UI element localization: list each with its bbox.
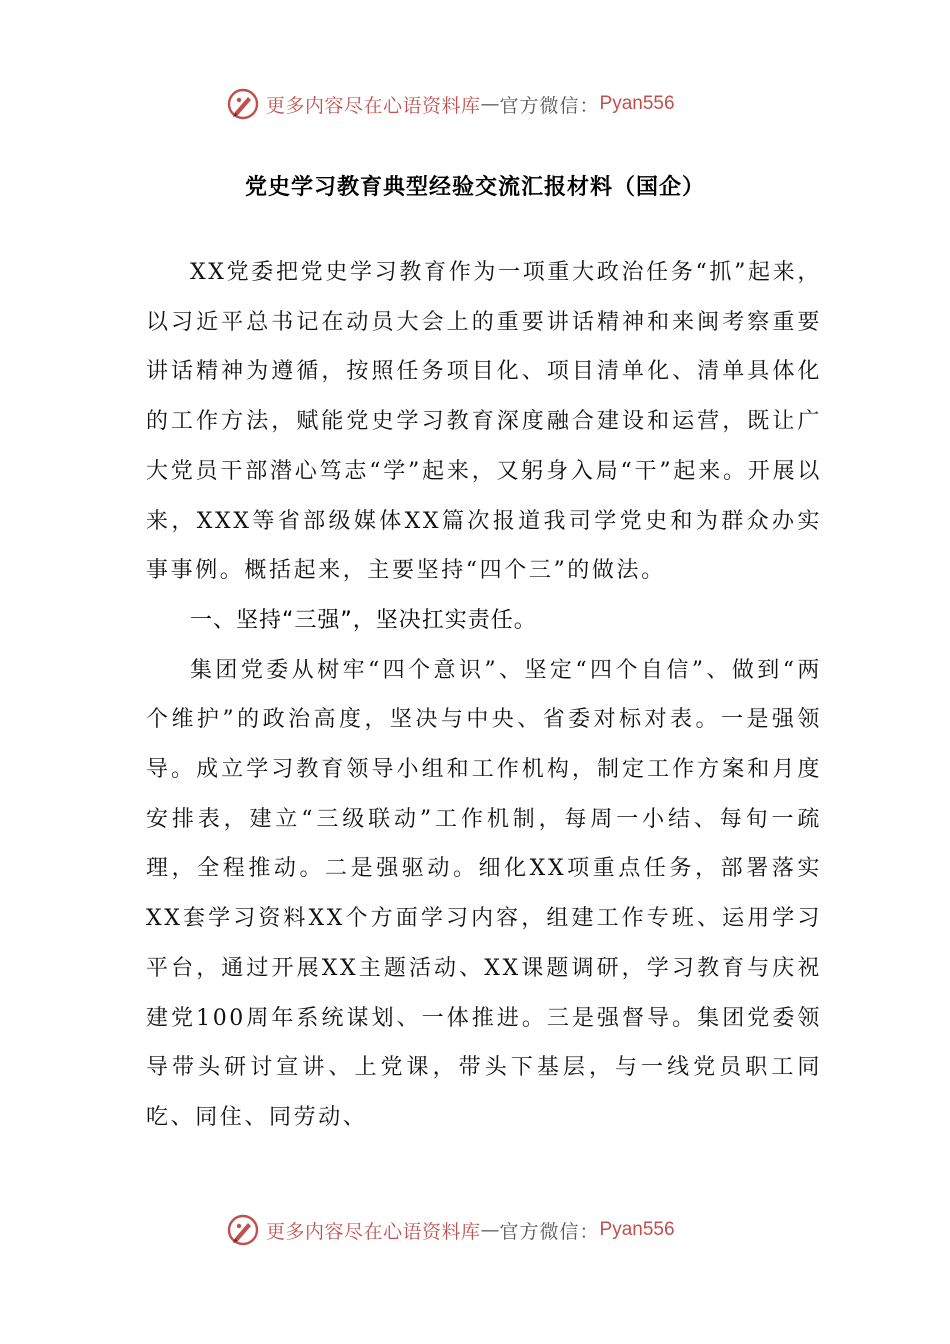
watermark-dash: — [480, 93, 500, 115]
watermark-label: 官方微信： [499, 1220, 600, 1243]
watermark-id: Pyan556 [599, 93, 675, 114]
watermark-footer [226, 1210, 675, 1250]
document-title: 党史学习教育典型经验交流汇报材料（国企） [244, 175, 705, 200]
watermark-label: 官方微信： [499, 94, 600, 117]
pen-logo-icon [226, 87, 260, 121]
paragraph-intro: XX党委把党史学习教育作为一项重大政治任务“抓”起来，以习近平总书记在动员大会上的重要讲话精神和来闽考察重要讲话精神为遵循，按照任务项目化、项目清单化、清单具体化的工作方法，赋能党史学习教育深度融合建设和运营，既让广大党员干部潜心笃志“学”起来，又躬身入局“干”起来。开展以来，XXX等省部级媒体XX篇次报道我司学党史和为群众办实事事例。概括起来，主要坚持“四个三”的做法。 [146, 260, 822, 584]
pen-logo-icon [226, 1213, 260, 1247]
watermark-header [226, 84, 675, 124]
watermark-id: Pyan556 [599, 1219, 675, 1240]
watermark-dash: — [480, 1219, 500, 1241]
watermark-text: 更多内容尽在心语资料库 [266, 94, 481, 117]
paragraph-section-1: 集团党委从树牢“四个意识”、坚定“四个自信”、做到“两个维护”的政治高度，坚决与中央、省委对标对表。一是强领导。成立学习教育领导小组和工作机构，制定工作方案和月度安排表，建立“三级联动”工作机制，每周一小结、每旬一疏理，全程推动。二是强驱动。细化XX项重点任务，部署落实XX套学习资料XX个方面学习内容，组建工作专班、运用学习平台，通过开展XX主题活动、XX课题调研，学习教育与庆祝建党100周年系统谋划、一体推进。三是强督导。集团党委领导带头研讨宣讲、上党课，带头下基层，与一线党员职工同吃、同住、同劳动、 [146, 657, 822, 1130]
document-body [146, 248, 822, 1143]
watermark-text: 更多内容尽在心语资料库 [266, 1220, 481, 1243]
section-heading-1: 一、坚持“三强”，坚决扛实责任。 [190, 607, 537, 633]
